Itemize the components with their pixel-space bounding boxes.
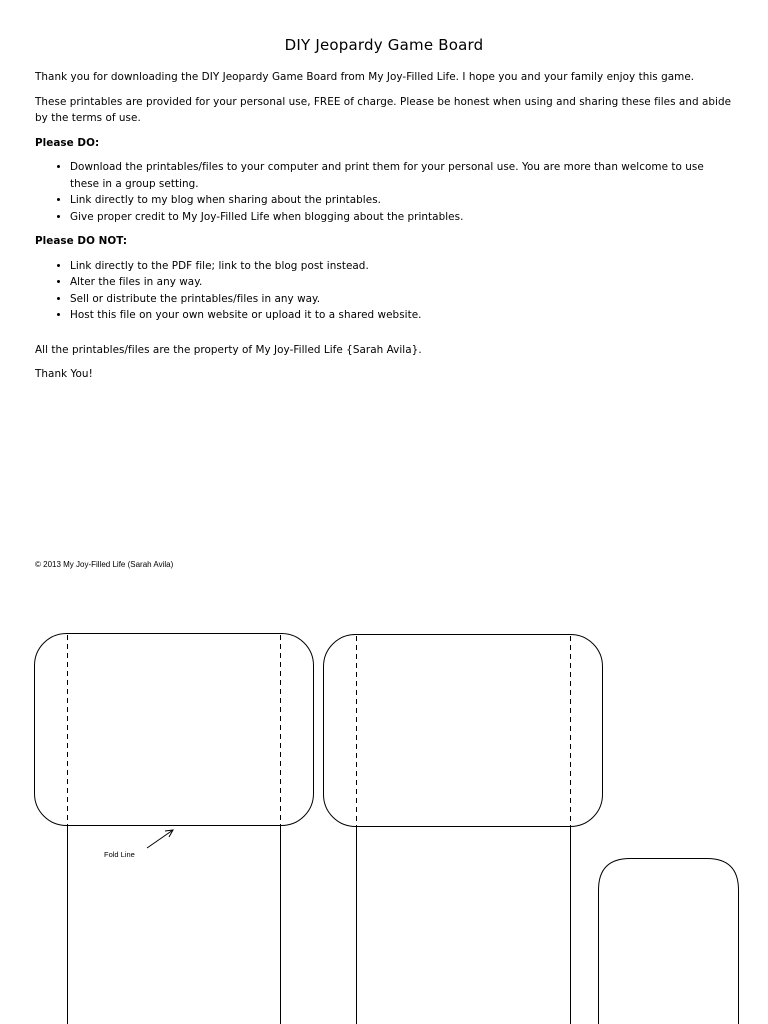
property-paragraph: All the printables/files are the property of My Joy-Filled Life {Sarah Avila}. — [35, 343, 422, 356]
card-2-flap — [324, 635, 603, 827]
dont-item: • Link directly to the PDF file; link to the blog post instead. — [70, 258, 735, 275]
dont-list — [35, 258, 735, 324]
dont-item: • Host this file on your own website or upload it to a shared website. — [70, 307, 735, 324]
game-board-template-page — [0, 600, 768, 1024]
dont-heading: Please DO NOT: — [35, 235, 128, 247]
do-heading: Please DO: — [35, 136, 100, 149]
document-title: DIY Jeopardy Game Board — [284, 36, 484, 54]
copyright-notice: © 2013 My Joy-Filled Life (Sarah Avila) — [35, 560, 174, 569]
card-1-flap — [35, 634, 314, 826]
do-list — [35, 159, 735, 225]
fold-line-label: Fold Line — [104, 850, 135, 859]
fold-line-arrow — [147, 830, 173, 848]
card-template-drawing — [0, 600, 768, 1024]
do-item: • Link directly to my blog when sharing about the printables. — [70, 192, 735, 209]
thanks-paragraph: Thank You! — [35, 368, 93, 380]
intro-paragraph: Thank you for downloading the DIY Jeopardy Game Board from My Joy-Filled Life. I hope you and your family enjoy this game. — [35, 71, 695, 83]
do-item: • Give proper credit to My Joy-Filled Life when blogging about the printables. — [70, 209, 735, 226]
dont-item: • Sell or distribute the printables/files in any way. — [70, 291, 735, 308]
dont-item: • Alter the files in any way. — [70, 274, 735, 291]
usage-paragraph: These printables are provided for your personal use, FREE of charge. Please be honest when using and sharing these files and abide by the terms of use. — [35, 95, 732, 124]
do-item: • Download the printables/files to your computer and print them for your personal use. You are more than welcome to use these in a group setting. — [70, 159, 735, 192]
document-body — [35, 69, 735, 391]
card-3-outline — [599, 859, 739, 1024]
